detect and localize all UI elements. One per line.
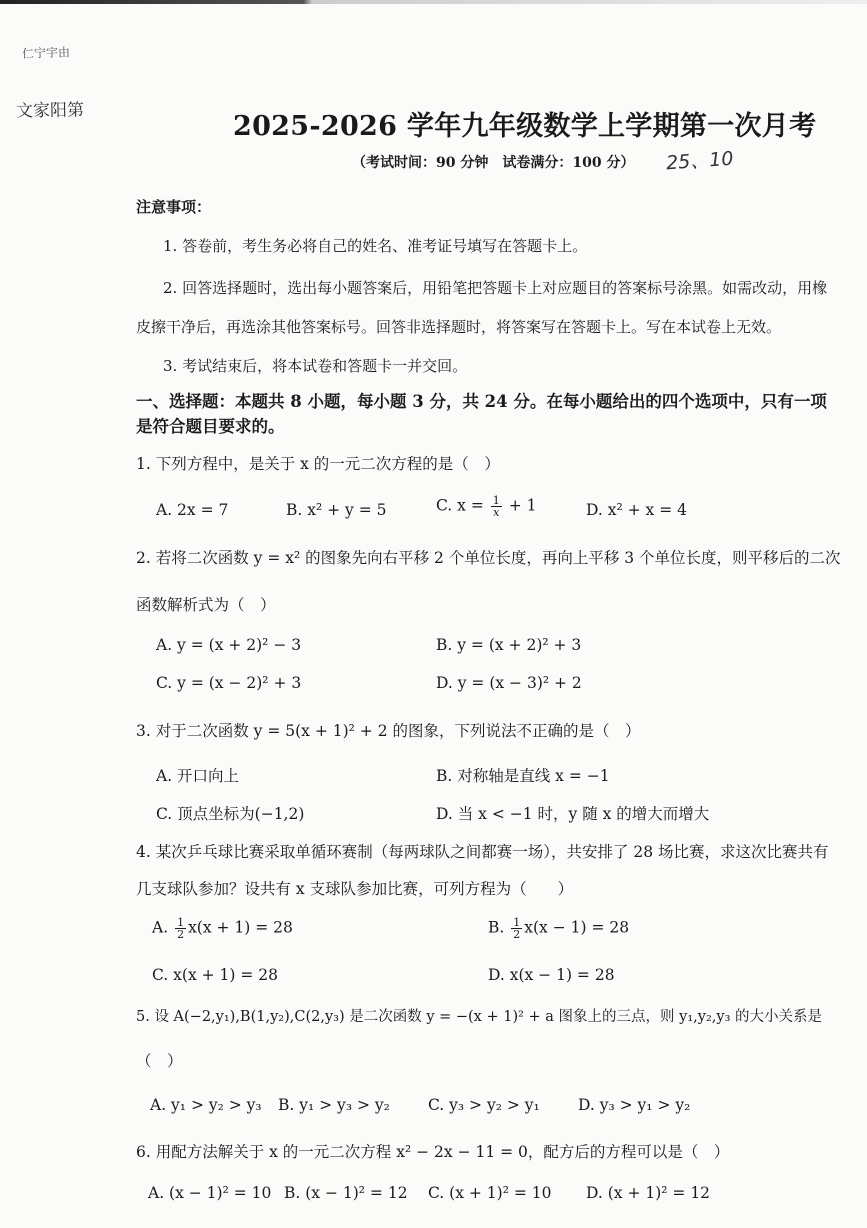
section-heading: 一、选择题：本题共 8 小题，每小题 3 分，共 24 分。在每小题给出的四个选项中，只有一项 — [136, 392, 827, 411]
question-3-option-c: C. 顶点坐标为(−1,2) — [156, 805, 305, 823]
question-4-option-d: D. x(x − 1) = 28 — [488, 966, 615, 984]
question-1-stem: 1. 下列方程中，是关于 x 的一元二次方程的是（ ） — [136, 455, 500, 473]
question-4-option-c: C. x(x + 1) = 28 — [152, 966, 279, 984]
question-5-option-c: C. y₃ > y₂ > y₁ — [428, 1096, 540, 1114]
question-2-option-a: A. y = (x + 2)² − 3 — [156, 636, 302, 654]
question-1-option-a: A. 2x = 7 — [156, 501, 229, 519]
section-heading-cont: 是符合题目要求的。 — [136, 417, 285, 436]
question-5-option-a: A. y₁ > y₂ > y₃ — [150, 1096, 262, 1114]
option-c-prefix: C. x = — [436, 496, 484, 515]
option-a-suffix: x(x + 1) = 28 — [188, 918, 293, 937]
handwritten-name: 文家阳第 — [15, 100, 85, 122]
fraction-numerator: 1 — [492, 494, 500, 507]
question-1-option-d: D. x² + x = 4 — [586, 501, 687, 519]
notice-item-3: 3. 考试结束后，将本试卷和答题卡一并交回。 — [163, 357, 468, 375]
question-4-option-a — [152, 917, 293, 940]
notice-heading: 注意事项： — [136, 198, 212, 216]
question-6-option-b: B. (x − 1)² = 12 — [284, 1184, 408, 1202]
fraction — [511, 917, 522, 940]
question-2-stem-line-2: 函数解析式为（ ） — [136, 596, 276, 614]
question-3-option-d: D. 当 x < −1 时，y 随 x 的增大而增大 — [436, 805, 710, 823]
question-2-option-b: B. y = (x + 2)² + 3 — [436, 636, 582, 654]
question-2-option-d: D. y = (x − 3)² + 2 — [436, 674, 582, 692]
fraction — [175, 917, 186, 940]
question-1-option-b: B. x² + y = 5 — [286, 501, 387, 519]
notice-item-2-line-2: 皮擦干净后，再选涂其他答案标号。回答非选择题时，将答案写在答题卡上。写在本试卷上无效。 — [136, 318, 782, 336]
option-a-prefix: A. — [152, 918, 169, 937]
question-2-option-c: C. y = (x − 2)² + 3 — [156, 674, 302, 692]
handwritten-date: 25、10 — [665, 147, 735, 175]
exam-info: （考试时间：90 分钟 试卷满分：100 分） — [352, 155, 635, 171]
question-3-option-b: B. 对称轴是直线 x = −1 — [436, 767, 610, 785]
notice-item-1: 1. 答卷前，考生务必将自己的姓名、准考证号填写在答题卡上。 — [163, 237, 588, 255]
question-3-option-a: A. 开口向上 — [156, 767, 240, 785]
question-3-stem: 3. 对于二次函数 y = 5(x + 1)² + 2 的图象，下列说法不正确的是（ ） — [136, 722, 641, 740]
question-4-stem-line-1: 4. 某次乒乓球比赛采取单循环赛制（每两球队之间都赛一场），共安排了 28 场比赛，求这次比赛共有 — [136, 843, 829, 861]
fraction-numerator: 1 — [177, 916, 185, 929]
option-b-prefix: B. — [488, 918, 505, 937]
fraction — [491, 495, 502, 518]
fraction-denominator: x — [493, 506, 500, 519]
notice-item-2-line-1: 2. 回答选择题时，选出每小题答案后，用铅笔把答题卡上对应题目的答案标号涂黑。如需改动，用橡 — [163, 279, 828, 297]
question-6-option-a: A. (x − 1)² = 10 — [148, 1184, 272, 1202]
question-6-option-c: C. (x + 1)² = 10 — [428, 1184, 552, 1202]
option-c-suffix: + 1 — [508, 496, 537, 515]
question-6-stem: 6. 用配方法解关于 x 的一元二次方程 x² − 2x − 11 = 0，配方后的方程可以是（ ） — [136, 1143, 730, 1161]
question-5-option-b: B. y₁ > y₃ > y₂ — [278, 1096, 390, 1114]
fraction-denominator: 2 — [177, 928, 185, 941]
question-1-option-c — [436, 495, 536, 518]
handwritten-note: 仁宁宇由 — [21, 45, 71, 61]
option-b-suffix: x(x − 1) = 28 — [524, 918, 630, 937]
page-title: 2025-2026 学年九年级数学上学期第一次月考 — [233, 111, 817, 142]
question-2-stem-line-1: 2. 若将二次函数 y = x² 的图象先向右平移 2 个单位长度，再向上平移 3 个单位长度，则平移后的二次 — [136, 549, 841, 567]
question-4-option-b — [488, 917, 629, 940]
question-5-option-d: D. y₃ > y₁ > y₂ — [578, 1096, 691, 1114]
question-5-stem-line-1: 5. 设 A(−2,y₁),B(1,y₂),C(2,y₃) 是二次函数 y = −(x + 1)² + a 图象上的三点，则 y₁,y₂,y₃ 的大小关系是 — [136, 1009, 822, 1025]
fraction-denominator: 2 — [513, 928, 521, 941]
question-6-option-d: D. (x + 1)² = 12 — [586, 1184, 711, 1202]
fraction-numerator: 1 — [513, 916, 521, 929]
scan-edge — [0, 0, 867, 4]
question-5-stem-line-2: （ ） — [136, 1052, 183, 1070]
question-4-stem-line-2: 几支球队参加？设共有 x 支球队参加比赛，可列方程为（ ） — [136, 880, 574, 898]
